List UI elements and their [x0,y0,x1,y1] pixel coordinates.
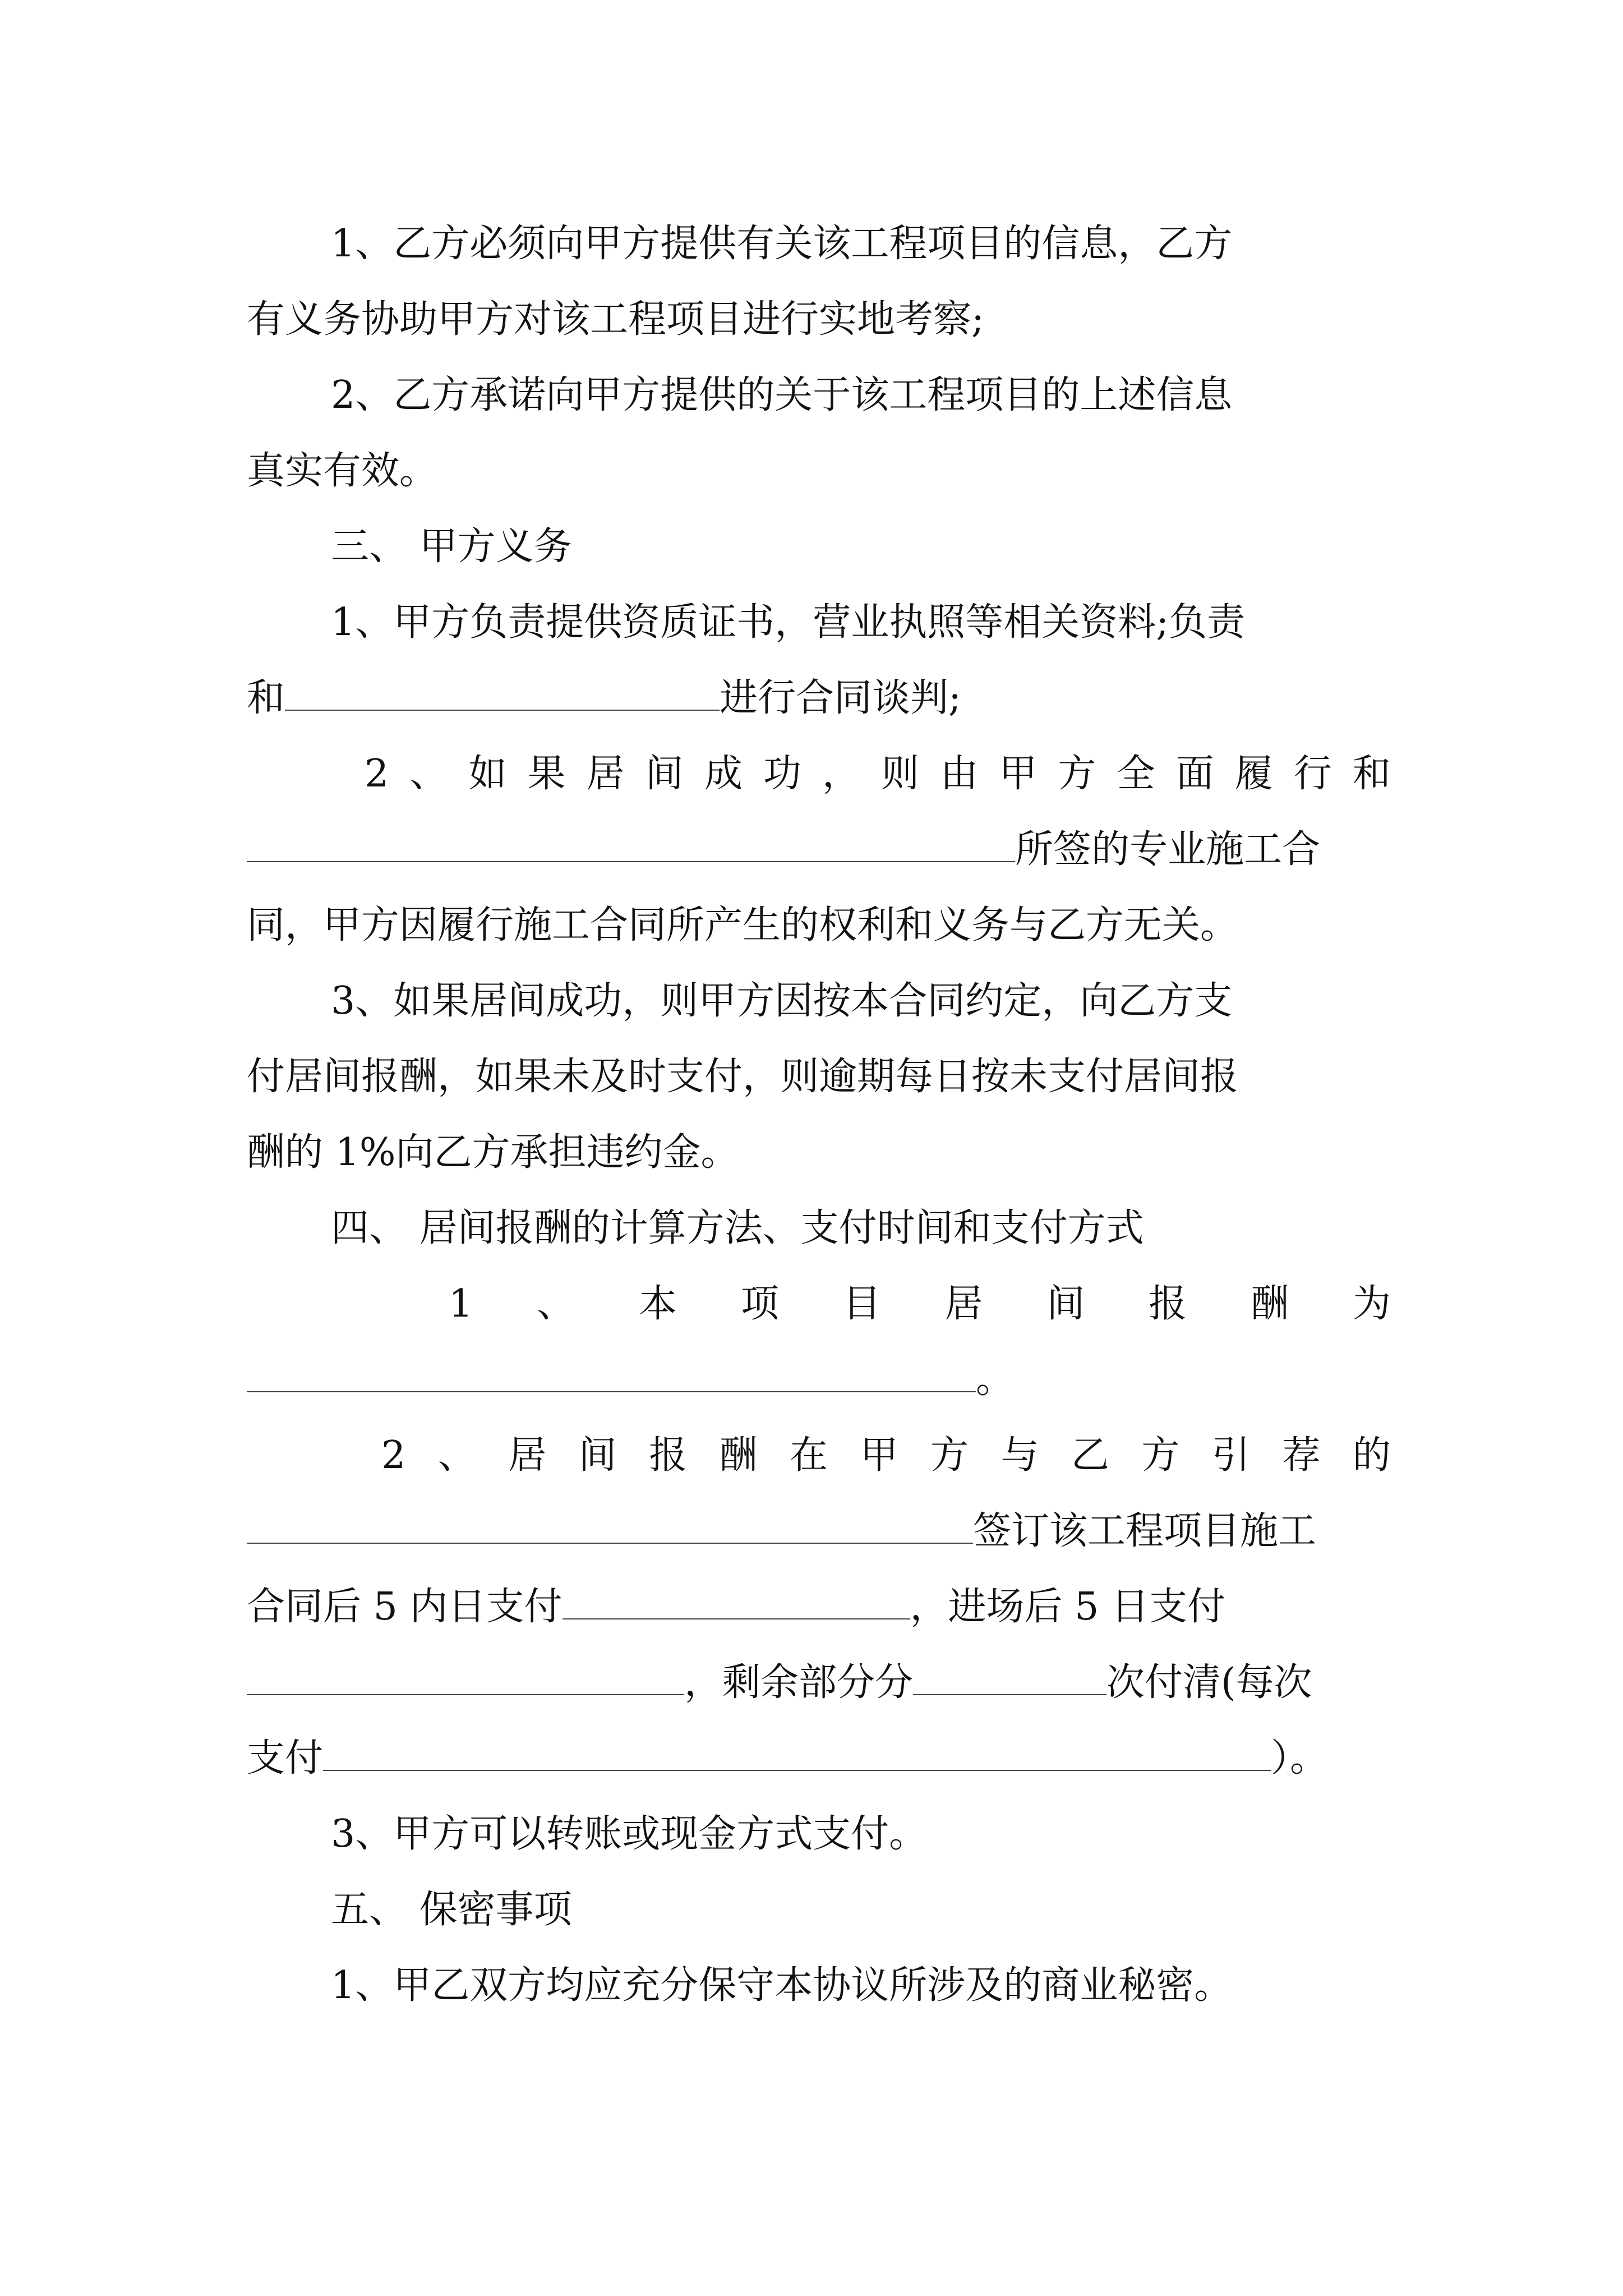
justified-char: 甲 [999,752,1038,796]
text-fragment: 所签的专业施工合 [1015,827,1321,872]
justified-char: 2 [365,752,389,796]
text-line [247,1501,1391,1562]
justified-char: 项 [740,1282,779,1326]
section-heading: 四、 居间报酬的计算方法、支付时间和支付方式 [331,1206,1144,1250]
justified-char: 居 [508,1433,547,1478]
fill-blank [285,670,720,711]
justified-char: 方 [1058,752,1096,796]
fill-blank [247,1503,973,1544]
text-line: 2、乙方承诺向甲方提供的关于该工程项目的上述信息 [331,373,1233,417]
justified-line [247,1425,1391,1487]
justified-char: 、 [409,752,448,796]
text-line: 1、甲方负责提供资质证书，营业执照等相关资料;负责 [331,600,1246,645]
justified-char: 酬 [1251,1282,1289,1326]
section-heading: 三、 甲方义务 [331,524,572,569]
justified-char: 目 [842,1282,881,1326]
justified-char: 间 [578,1433,617,1478]
text-line: 有义务协助甲方对该工程项目进行实地考察; [247,297,984,342]
justified-char: 方 [1141,1433,1180,1478]
text-line [247,1576,1391,1638]
justified-char: 如 [468,752,507,796]
justified-char: 由 [940,752,979,796]
justified-char: 报 [649,1433,688,1478]
text-fragment: 。 [976,1358,1015,1402]
justified-char: 、 [537,1282,575,1326]
text-line [247,819,1391,881]
justified-char: 功 [763,752,801,796]
text-line: 1、甲乙双方均应充分保守本协议所涉及的商业秘密。 [331,1963,1233,2008]
text-line: 1、乙方必须向甲方提供有关该工程项目的信息，乙方 [331,222,1233,266]
fill-blank [913,1655,1106,1695]
text-fragment: 进行合同谈判; [720,676,961,720]
text-fragment: 签订该工程项目施工 [973,1509,1317,1553]
text-line [247,1349,1391,1411]
text-line [247,668,1391,729]
justified-char: 居 [586,752,625,796]
text-fragment: ，剩余部分分 [684,1660,914,1705]
justified-char: 则 [881,752,920,796]
justified-char: 和 [1352,752,1391,796]
justified-char: 在 [790,1433,828,1478]
justified-char: 荐 [1282,1433,1321,1478]
fill-blank [323,1731,1271,1771]
text-line [247,1652,1391,1714]
text-fragment: 支付 [247,1736,324,1780]
section-heading: 五、 保密事项 [331,1888,572,1932]
text-line: 3、如果居间成功，则甲方因按本合同约定，向乙方支 [331,979,1233,1023]
justified-char: 果 [527,752,566,796]
justified-char: ， [822,752,861,796]
justified-char: 本 [638,1282,677,1326]
justified-char: 报 [1149,1282,1187,1326]
fill-blank [562,1579,910,1619]
justified-char: 行 [1293,752,1332,796]
text-fragment: ，进场后 5 日支付 [910,1585,1225,1629]
justified-char: 、 [437,1433,476,1478]
text-line: 酬的 1%向乙方承担违约金。 [247,1130,739,1175]
justified-char: 成 [704,752,743,796]
text-line: 真实有效。 [247,449,438,493]
text-line: 付居间报酬，如果未及时支付，则逾期每日按未支付居间报 [247,1055,1239,1099]
text-line [247,1728,1391,1789]
justified-char: 2 [381,1433,406,1478]
justified-char: 引 [1211,1433,1250,1478]
justified-line [247,743,1391,805]
justified-char: 甲 [860,1433,898,1478]
justified-char: 的 [1352,1433,1391,1478]
fill-blank [247,1352,976,1392]
justified-char: 间 [645,752,684,796]
justified-char: 酬 [719,1433,758,1478]
text-fragment: ）。 [1271,1736,1329,1780]
justified-char: 间 [1046,1282,1085,1326]
justified-char: 履 [1234,752,1273,796]
justified-char: 全 [1117,752,1155,796]
justified-char: 居 [944,1282,983,1326]
fill-blank [247,1655,684,1695]
text-line: 同，甲方因履行施工合同所产生的权利和义务与乙方无关。 [247,903,1239,947]
justified-char: 为 [1352,1282,1391,1326]
justified-char: 面 [1175,752,1214,796]
text-fragment: 合同后 5 内日支付 [247,1585,562,1629]
justified-line [247,1273,1391,1335]
justified-char: 与 [1000,1433,1039,1478]
justified-char: 1 [449,1282,473,1326]
text-fragment: 次付清(每次 [1106,1660,1312,1705]
fill-blank [247,822,1015,862]
justified-char: 方 [930,1433,969,1478]
text-fragment: 和 [247,676,285,720]
justified-char: 乙 [1071,1433,1109,1478]
text-line: 3、甲方可以转账或现金方式支付。 [331,1812,928,1856]
